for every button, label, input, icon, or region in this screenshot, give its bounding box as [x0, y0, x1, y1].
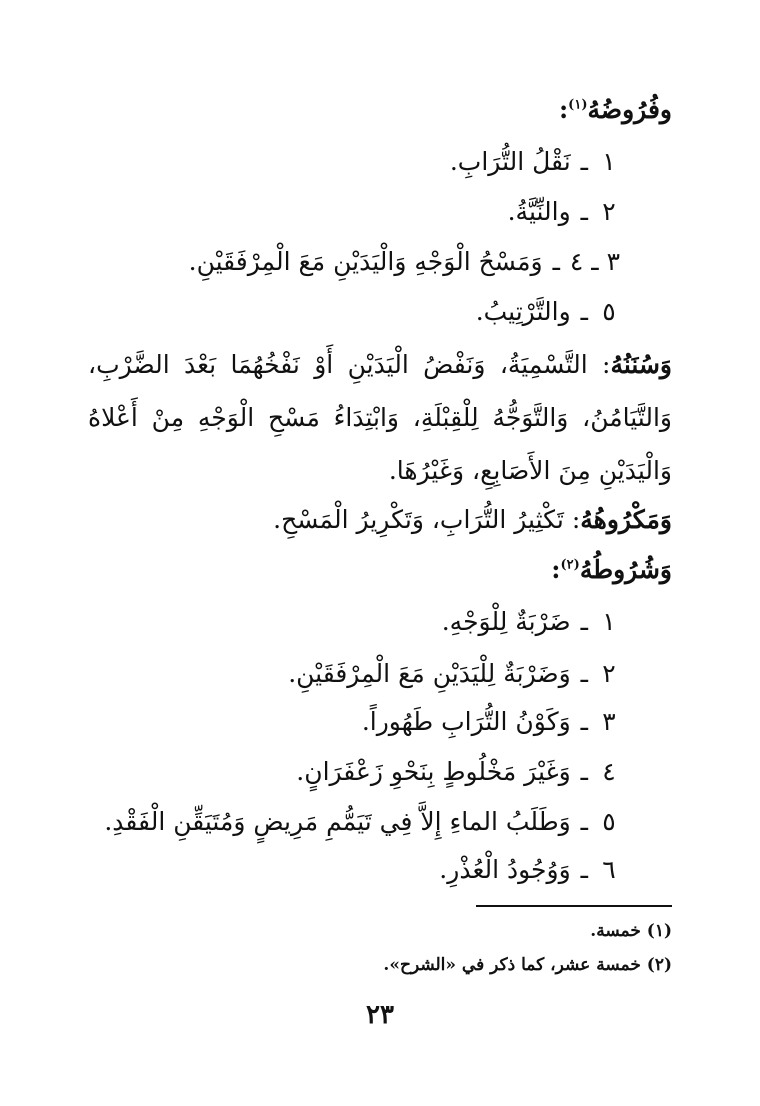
- list-item: [88, 754, 620, 794]
- item-text: وَضَرْبَةٌ لِلْيَدَيْنِ مَعَ الْمِرْفَقَيْنِ.: [288, 659, 571, 688]
- item-text: ضَرْبَةٌ لِلْوَجْهِ.: [441, 607, 571, 636]
- sunan-title: وَسُنَنُهُ: [610, 350, 672, 379]
- item-dash: ـ: [580, 807, 588, 836]
- list-item: [88, 144, 620, 184]
- item-dash: ـ: [580, 297, 588, 326]
- footnote-text: خمسة.: [590, 921, 641, 941]
- item-number: ٢: [602, 197, 616, 226]
- item-text: وَكَوْنُ التُّرَابِ طَهُوراً.: [361, 707, 571, 736]
- list-item: [88, 852, 620, 892]
- obligations-title: وفُرُوضُهُ: [587, 95, 672, 124]
- obligations-colon: :: [558, 95, 569, 124]
- page-number: ٢٣: [366, 1000, 394, 1030]
- list-item: [88, 244, 620, 284]
- item-number: ٤: [602, 757, 616, 786]
- item-number: ٣ ـ ٤: [569, 247, 620, 276]
- item-text: وَمَسْحُ الْوَجْهِ وَالْيَدَيْنِ مَعَ الْمِرْفَقَيْنِ.: [188, 247, 543, 276]
- item-number: ٢: [602, 659, 616, 688]
- footnote-divider: [476, 905, 672, 907]
- footnote-1: [88, 918, 672, 944]
- item-number: ٥: [602, 807, 616, 836]
- item-number: ٥: [602, 297, 616, 326]
- item-number: ٦: [602, 855, 616, 884]
- item-text: وَطَلَبُ الماءِ إِلاَّ فِي تَيَمُّمِ مَرِيضٍ وَمُتَيَقِّنِ الْفَقْدِ.: [104, 807, 571, 836]
- item-dash: ـ: [580, 607, 588, 636]
- sunan-text: : التَّسْمِيَةُ، وَنَفْضُ الْيَدَيْنِ أَوْ نَفْخُهُمَا بَعْدَ الضَّرْبِ، وَالتَّيَامُنُ، وَالتَّوَجُّهُ لِلْقِبْلَةِ، وَابْتِدَاءُ مَسْحِ الْوَجْهِ مِنْ أَعْلاهُ وَالْيَدَيْنِ مِنَ الأَصَابِعِ، وَغَيْرُهَا.: [88, 350, 672, 485]
- makruhat-text: : تَكْثِيرُ التُّرَابِ، وَتَكْرِيرُ الْمَسْحِ.: [273, 505, 581, 534]
- conditions-colon: :: [551, 555, 561, 584]
- item-number: ١: [602, 147, 616, 176]
- item-text: وَغَيْرَ مَخْلُوطٍ بِنَحْوِ زَعْفَرَانٍ.: [296, 757, 571, 786]
- sunan-paragraph: [88, 338, 672, 497]
- item-number: ١: [602, 607, 616, 636]
- footnote-mark: (١): [646, 921, 672, 941]
- footnote-ref-2[interactable]: (٢): [560, 557, 580, 573]
- conditions-title: وَشُرُوطُهُ: [579, 555, 672, 584]
- list-item: [88, 804, 620, 844]
- item-dash: ـ: [580, 197, 588, 226]
- item-dash: ـ: [580, 659, 588, 688]
- footnote-2: [88, 952, 672, 978]
- conditions-heading: [88, 552, 672, 592]
- item-number: ٣: [602, 707, 616, 736]
- item-dash: ـ: [580, 757, 588, 786]
- item-dash: ـ: [580, 707, 588, 736]
- list-item: [88, 604, 620, 644]
- list-item: [88, 704, 620, 744]
- item-dash: ـ: [580, 147, 588, 176]
- footnote-text: خمسة عشر، كما ذكر في «الشرح».: [383, 955, 641, 975]
- footnote-mark: (٢): [646, 955, 672, 975]
- obligations-heading: [88, 92, 672, 132]
- item-text: وَوُجُودُ الْعُذْرِ.: [439, 855, 571, 884]
- list-item: [88, 194, 620, 234]
- list-item: [88, 656, 620, 696]
- item-dash: ـ: [552, 247, 560, 276]
- item-text: والتَّرْتِيبُ.: [475, 297, 571, 326]
- item-text: نَقْلُ التُّرَابِ.: [449, 147, 571, 176]
- list-item: [88, 294, 620, 334]
- item-dash: ـ: [580, 855, 588, 884]
- makruhat-title: وَمَكْرُوهُهُ: [580, 505, 672, 534]
- item-text: والنِّيَّةُ.: [507, 197, 571, 226]
- makruhat-line: [88, 502, 672, 542]
- footnote-ref-1[interactable]: (١): [568, 97, 588, 113]
